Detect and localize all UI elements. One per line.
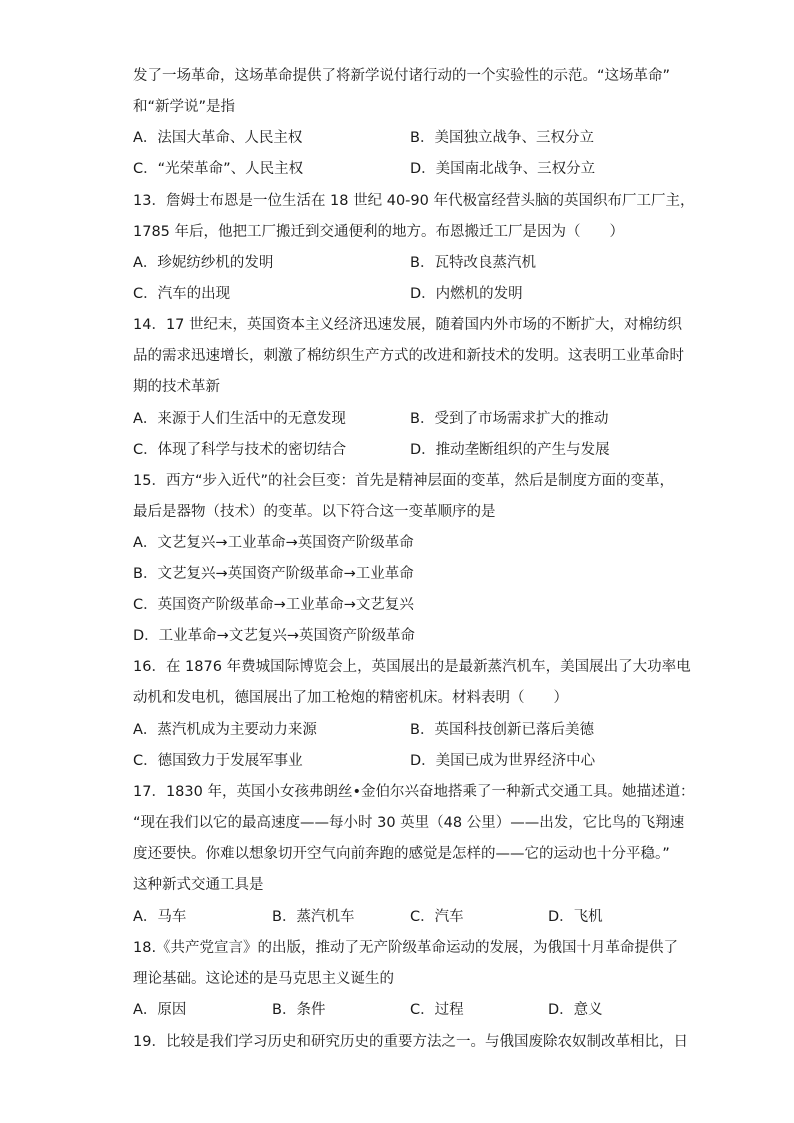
q18-option-b: B．条件 xyxy=(272,1002,326,1018)
q14-stem-line-3: 期的技术革新 xyxy=(133,379,220,395)
q17-stem-line-3: 度还要快。你难以想象切开空气向前奔跑的感觉是怎样的——它的运动也十分平稳。” xyxy=(133,846,670,862)
q16-option-a: A．蒸汽机成为主要动力来源 xyxy=(133,722,317,738)
q17-option-a: A．马车 xyxy=(133,909,187,925)
q15-stem-line-2: 最后是器物（技术）的变革。以下符合这一变革顺序的是 xyxy=(133,504,496,520)
q13-option-d: D．内燃机的发明 xyxy=(410,286,523,302)
q12-option-c: C．“光荣革命”、人民主权 xyxy=(133,161,304,177)
q18-option-d: D．意义 xyxy=(548,1002,603,1018)
q16-option-d: D．美国已成为世界经济中心 xyxy=(410,753,596,769)
q17-option-d: D．飞机 xyxy=(548,909,603,925)
q15-option-a: A．文艺复兴→工业革命→英国资产阶级革命 xyxy=(133,535,414,551)
q17-option-c: C．汽车 xyxy=(410,909,464,925)
q19-stem-line-1: 19．比较是我们学习历史和研究历史的重要方法之一。与俄国废除农奴制改革相比，日 xyxy=(133,1034,688,1050)
q12-option-d: D．美国南北战争、三权分立 xyxy=(410,161,596,177)
q14-option-d: D．推动垄断组织的产生与发展 xyxy=(410,442,610,458)
q14-stem-line-2: 品的需求迅速增长，刺激了棉纺织生产方式的改进和新技术的发明。这表明工业革命时 xyxy=(133,348,684,364)
q15-option-c: C．英国资产阶级革命→工业革命→文艺复兴 xyxy=(133,597,414,613)
q14-stem-line-1: 14．17 世纪末，英国资本主义经济迅速发展，随着国内外市场的不断扩大，对棉纺织 xyxy=(133,317,683,333)
q17-option-b: B．蒸汽机车 xyxy=(272,909,355,925)
q15-option-d: D．工业革命→文艺复兴→英国资产阶级革命 xyxy=(133,628,415,644)
q16-option-c: C．德国致力于发展军事业 xyxy=(133,753,303,769)
q13-option-b: B．瓦特改良蒸汽机 xyxy=(410,255,536,271)
q12-option-a: A．法国大革命、人民主权 xyxy=(133,130,303,146)
q12-stem-line-2: 和“新学说”是指 xyxy=(133,99,236,115)
q17-stem-line-2: “现在我们以它的最高速度——每小时 30 英里（48 公里）——出发，它比鸟的飞翔速 xyxy=(133,815,685,831)
q18-option-a: A．原因 xyxy=(133,1002,187,1018)
q16-stem-line-1: 16．在 1876 年费城国际博览会上，英国展出的是最新蒸汽机车，美国展出了大功率电 xyxy=(133,659,691,675)
q13-option-c: C．汽车的出现 xyxy=(133,286,231,302)
q16-stem-line-2: 动机和发电机，德国展出了加工枪炮的精密机床。材料表明（ ） xyxy=(133,690,568,706)
q18-stem-line-1: 18.《共产党宣言》的出版，推动了无产阶级革命运动的发展，为俄国十月革命提供了 xyxy=(133,940,679,956)
q18-stem-line-2: 理论基础。这论述的是马克思主义诞生的 xyxy=(133,971,394,987)
q13-stem-line-1: 13．詹姆士布恩是一位生活在 18 世纪 40-90 年代极富经营头脑的英国织布厂工厂主， xyxy=(133,193,695,209)
q15-option-b: B．文艺复兴→英国资产阶级革命→工业革命 xyxy=(133,566,414,582)
q13-stem-line-2: 1785 年后，他把工厂搬迁到交通便利的地方。布恩搬迁工厂是因为（ ） xyxy=(133,224,625,240)
q16-option-b: B．英国科技创新已落后美德 xyxy=(410,722,594,738)
q17-stem-line-4: 这种新式交通工具是 xyxy=(133,877,264,893)
q17-stem-line-1: 17．1830 年，英国小女孩弗朗丝•金伯尔兴奋地搭乘了一种新式交通工具。她描述道： xyxy=(133,784,695,800)
q12-stem-line-1: 发了一场革命，这场革命提供了将新学说付诸行动的一个实验性的示范。“这场革命” xyxy=(133,68,671,84)
q18-option-c: C．过程 xyxy=(410,1002,464,1018)
q12-option-b: B．美国独立战争、三权分立 xyxy=(410,130,594,146)
q14-option-a: A．来源于人们生活中的无意发现 xyxy=(133,411,346,427)
q15-stem-line-1: 15．西方“步入近代”的社会巨变：首先是精神层面的变革，然后是制度方面的变革， xyxy=(133,473,674,489)
q13-option-a: A．珍妮纺纱机的发明 xyxy=(133,255,274,271)
q14-option-b: B．受到了市场需求扩大的推动 xyxy=(410,411,609,427)
q14-option-c: C．体现了科学与技术的密切结合 xyxy=(133,442,347,458)
